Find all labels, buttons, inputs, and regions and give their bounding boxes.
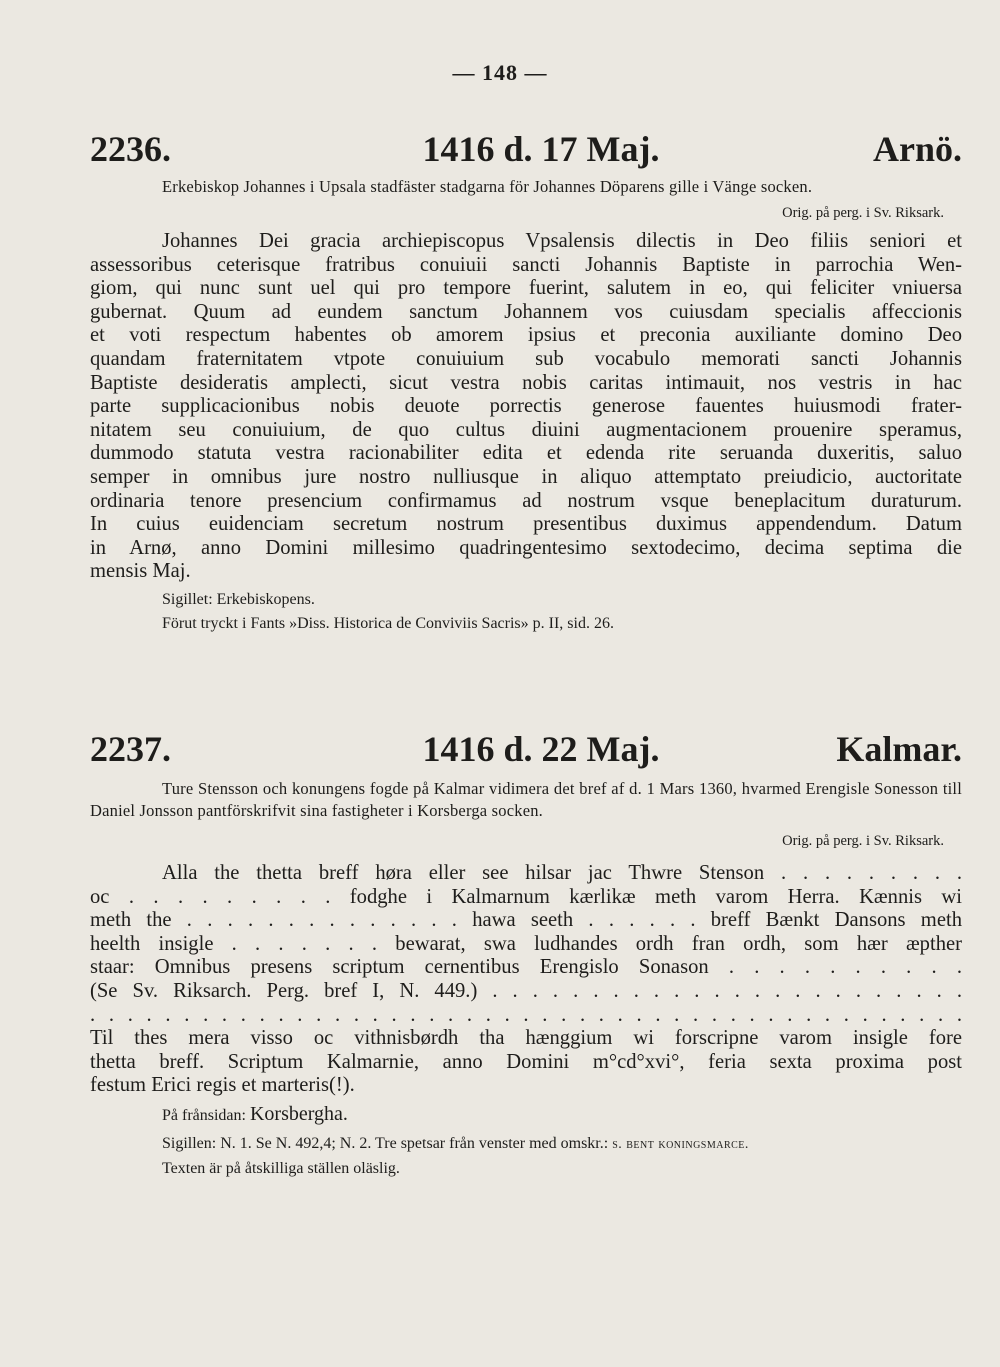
document-text xyxy=(90,862,962,1098)
text-line: heelth insigle . . . . . . . bewarat, swa ludhandes ordh fran ordh, som hær æpther xyxy=(90,932,962,955)
front-side-note xyxy=(162,1102,962,1128)
seal-legend: s. bent koningsmarce. xyxy=(612,1136,749,1152)
document-place: Arnö. xyxy=(873,129,962,169)
text-line: ordinaria tenore presencium confirmamus ad nostrum vsque beneplacitum duraturum. xyxy=(90,489,962,512)
text-line: Johannes Dei gracia archiepiscopus Vpsalensis dilectis in Deo filiis seniori et xyxy=(162,230,962,252)
text-line: Til thes mera visso oc vithnisbørdh tha hænggium wi forscripne varom insigle fore xyxy=(90,1027,962,1050)
document-text xyxy=(90,230,962,584)
document-2237 xyxy=(90,728,962,1181)
document-date: 1416 d. 17 Maj. xyxy=(422,129,660,169)
text-line: staar: Omnibus presens scriptum cernentibus Erengislo Sonason . . . . . . . . . . xyxy=(90,956,962,979)
document-heading xyxy=(90,728,962,768)
text-line: thetta breff. Scriptum Kalmarnie, anno Domini m°cd°xvi°, feria sexta proxima post xyxy=(90,1050,962,1073)
document-2236 xyxy=(90,128,962,636)
text-line: dummodo statuta vestra racionabiliter edita et edenda rite seruanda duxeritis, saluo xyxy=(90,442,962,465)
text-line: In cuius euidenciam secretum nostrum presentibus duximus appendendum. Datum xyxy=(90,513,962,536)
text-line: nitatem seu conuiuium, de quo cultus diuini augmentacionem prouenire speramus, xyxy=(90,418,962,441)
text-line: quandam fraternitatem vtpote conuiuium sub vocabulo memorati sancti Johannis xyxy=(90,347,962,370)
document-source: Orig. på perg. i Sv. Riksark. xyxy=(782,833,944,849)
text-line: mensis Maj. xyxy=(90,560,191,583)
text-line: (Se Sv. Riksarch. Perg. bref I, N. 449.) . . . . . . . . . . . . . . . . . . . . . . . . xyxy=(90,979,962,1002)
document-source: Orig. på perg. i Sv. Riksark. xyxy=(782,205,944,221)
text-line: festum Erici regis et marteris(!). xyxy=(90,1074,355,1097)
text-line: . . . . . . . . . . . . . . . . . . . . . . . . . . . . . . . . . . . . . . . . . . . . . . . xyxy=(90,1003,962,1026)
text-line: meth the . . . . . . . . . . . . . . hawa seeth . . . . . . breff Bænkt Dansons meth xyxy=(90,909,962,932)
document-place: Kalmar. xyxy=(836,729,962,769)
text-line: giom, qui nunc sunt uel qui pro tempore fuerint, salutem in eo, qui feliciter vniuersa xyxy=(90,277,962,300)
text-line: gubernat. Quum ad eundem sanctum Johannem vos cuiusdam specialis affeccionis xyxy=(90,300,962,323)
page-number: — 148 — xyxy=(452,60,548,85)
text-line: in Arnø, anno Domini millesimo quadringentesimo sextodecimo, decima septima die xyxy=(90,536,962,559)
document-summary: Erkebiskop Johannes i Upsala stadfäster stadgarna för Johannes Döparens gille i Vänge socken. xyxy=(162,177,813,196)
text-line: Alla the thetta breff høra eller see hilsar jac Thwre Stenson . . . . . . . . . xyxy=(162,862,962,884)
text-line: oc . . . . . . . . . fodghe i Kalmarnum kærlikæ meth varom Herra. Kænnis wi xyxy=(90,885,962,908)
front-side-value: Korsbergha. xyxy=(249,1102,348,1125)
seal-note xyxy=(162,1132,962,1157)
legibility-note: Texten är på åtskilliga ställen oläslig. xyxy=(162,1159,400,1177)
text-line: et voti respectum habentes ob amorem ipsius et preconia auxiliante domino Deo xyxy=(90,324,962,347)
document-number: 2237. xyxy=(90,729,171,769)
front-side-label: På frånsidan: xyxy=(162,1106,246,1124)
text-line: parte supplicacionibus nobis deuote porrectis generose fauentes huiusmodi frater- xyxy=(90,395,962,418)
text-line: Baptiste desideratis amplecti, sicut vestra nobis caritas intimauit, nos vestris in hac xyxy=(90,371,962,394)
text-line: semper in omnibus jure nostro nulliusque in aliquo attemptato preiudicio, auctoritate xyxy=(90,465,962,488)
document-number: 2236. xyxy=(90,129,171,169)
document-heading xyxy=(90,128,962,168)
text-line: assessoribus ceterisque fratribus conuiuii sancti Johannis Baptiste in parrochia Wen- xyxy=(90,253,962,276)
document-summary: Ture Stensson och konungens fogde på Kalmar vidimera det bref af d. 1 Mars 1360, hvarmed Erengisle Sonesson till Daniel Jonsson pantförskrifvit sina fastigheter i Korsberga socken. xyxy=(90,779,962,820)
print-note: Förut tryckt i Fants »Diss. Historica de Conviviis Sacris» p. II, sid. 26. xyxy=(162,614,614,632)
seal-note-text: Sigillen: N. 1. Se N. 492,4; N. 2. Tre spetsar från venster med omskr.: xyxy=(162,1134,609,1152)
document-date: 1416 d. 22 Maj. xyxy=(422,729,660,769)
seal-note: Sigillet: Erkebiskopens. xyxy=(162,590,315,608)
